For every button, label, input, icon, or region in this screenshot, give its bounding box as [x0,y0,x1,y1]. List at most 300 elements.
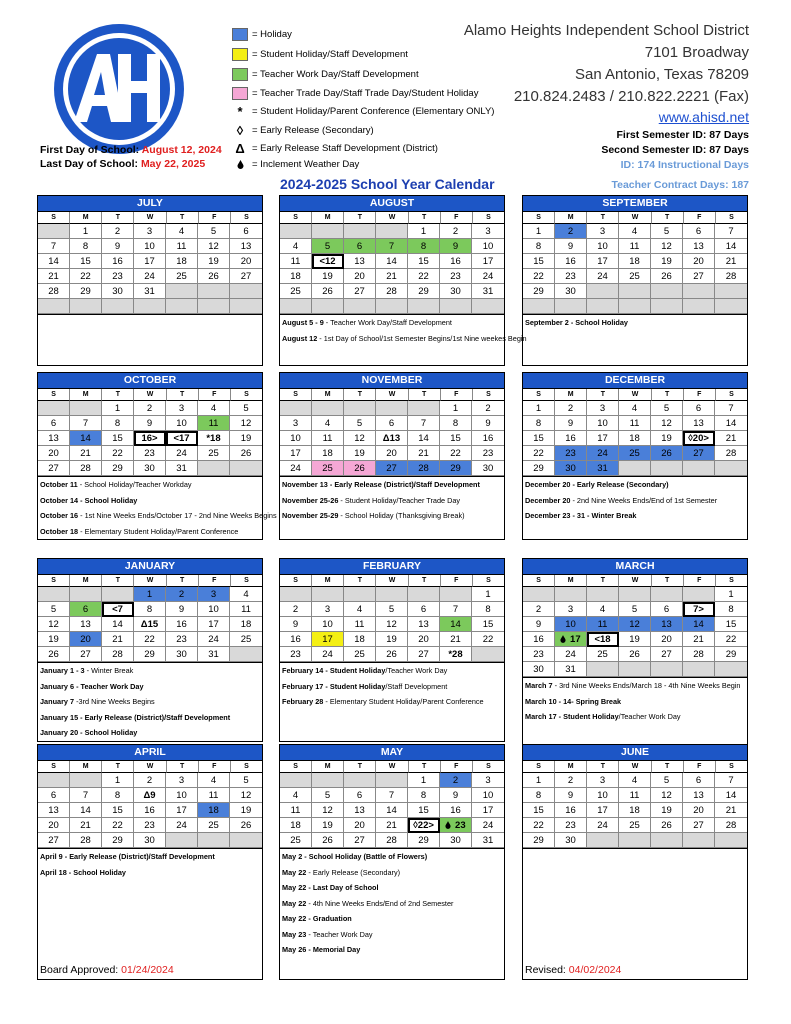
day-cell: 20 [408,632,440,647]
week-row [523,773,747,788]
note-line: December 23 - 31 - Winter Break [525,511,637,520]
day-cell: 10 [472,239,504,254]
day-cell: 19 [230,431,262,446]
day-cell: 11 [198,788,230,803]
week-row [38,632,262,647]
day-cell: 7 [715,224,747,239]
board-approved: Board Approved: 01/24/2024 [40,964,174,976]
day-cell: 2 [166,587,198,602]
month-notes [37,663,263,742]
day-cell: 14 [440,617,472,632]
day-cell: 10 [134,239,166,254]
day-cell: 23 [102,269,134,284]
legend-holiday: = Holiday [232,26,292,42]
day-cell: 14 [715,788,747,803]
note-line: May 22 - Last Day of School [282,883,379,892]
week-row [523,632,747,647]
weekday-label: W [376,575,408,587]
empty-day-cell [230,299,262,314]
day-cell: 5 [619,602,651,617]
week-row [280,461,504,476]
day-cell: 21 [70,818,102,833]
weekday-label: T [102,212,134,224]
day-cell: 23 [134,446,166,461]
weekday-label: W [619,212,651,224]
day-cell: 6 [651,602,683,617]
day-cell: 23 [134,818,166,833]
day-cell: 5 [312,788,344,803]
empty-day-cell [344,587,376,602]
day-cell: 30 [166,647,198,662]
week-row [280,803,504,818]
weekday-label: T [652,212,684,224]
teacher-contract-days: Teacher Contract Days: 187 [611,179,749,191]
day-cell: <18 [587,632,619,647]
day-cell: 24 [280,461,312,476]
day-cell: 24 [587,446,619,461]
day-cell: 18 [619,254,651,269]
day-cell: 19 [344,446,376,461]
day-cell: 22 [523,446,555,461]
day-cell: 22 [408,269,440,284]
week-row [523,602,747,617]
day-cell: 26 [230,818,262,833]
month-title: SEPTEMBER [523,196,747,212]
day-cell: 6 [683,224,715,239]
day-cell: 5 [230,773,262,788]
day-cell: 28 [408,461,440,476]
day-cell: 16 [555,254,587,269]
note-line: November 25-29 - School Holiday (Thanksgiving Break) [282,511,465,520]
day-cell: 24 [198,632,230,647]
day-cell: 26 [651,818,683,833]
day-cell: 20 [70,632,102,647]
weekday-label: W [376,761,408,773]
day-cell: 26 [38,647,70,662]
diamond-icon: ◊ [236,122,244,138]
day-cell: 1 [102,401,134,416]
weekday-label: T [167,575,199,587]
day-cell: 3 [312,602,344,617]
day-cell: 13 [408,617,440,632]
day-cell: 16 [166,617,198,632]
note-line: November 13 - Early Release (District)/Staff Development [282,480,480,489]
day-cell: <7 [102,602,134,617]
day-cell: 30 [102,284,134,299]
day-cell: 23 [166,632,198,647]
day-cell: 29 [408,833,440,848]
empty-day-cell [38,224,70,239]
day-cell: 6 [344,788,376,803]
empty-day-cell [344,401,376,416]
week-row [523,587,747,602]
week-row [523,299,747,314]
day-cell: 11 [280,803,312,818]
day-cell: 14 [102,617,134,632]
weekday-label: M [70,575,102,587]
empty-day-cell [38,401,70,416]
day-cell: 29 [102,833,134,848]
week-row [280,269,504,284]
day-cell: 19 [376,632,408,647]
month-grid [279,744,505,849]
day-cell: 10 [198,602,230,617]
day-cell: 31 [472,284,504,299]
weekday-label: F [199,575,231,587]
day-cell: 2 [472,401,504,416]
trade-day-swatch [232,87,248,100]
day-cell: 8 [102,788,134,803]
day-cell: 12 [651,788,683,803]
week-row [38,239,262,254]
week-row [280,833,504,848]
weekday-header [38,575,262,587]
day-cell: 11 [619,788,651,803]
day-cell: 22 [102,818,134,833]
day-cell-inclement-weather: 23 [440,818,472,833]
day-cell: 1 [440,401,472,416]
day-cell: 19 [651,254,683,269]
day-cell: 17 [280,446,312,461]
weekday-label: F [684,761,716,773]
month-july [37,195,263,366]
empty-day-cell [230,284,262,299]
weekday-label: W [619,575,651,587]
day-cell: 4 [312,416,344,431]
empty-day-cell [312,773,344,788]
weekday-label: T [344,575,376,587]
day-cell: 23 [555,269,587,284]
day-cell: 6 [70,602,102,617]
day-cell: 21 [440,632,472,647]
day-cell: 10 [280,431,312,446]
weekday-label: T [409,761,441,773]
week-row [523,818,747,833]
weekday-label: T [652,761,684,773]
day-cell: 30 [472,461,504,476]
day-cell: 16 [472,431,504,446]
weekday-header [38,212,262,224]
week-row [38,461,262,476]
day-cell: 28 [715,818,747,833]
day-cell: 15 [408,803,440,818]
day-cell: 2 [555,401,587,416]
weekday-label: F [441,212,473,224]
note-line: December 20 - Early Release (Secondary) [525,480,669,489]
empty-day-cell [70,587,102,602]
day-cell: 25 [230,632,262,647]
weekday-header [38,761,262,773]
day-cell: 3 [555,602,587,617]
note-line: December 20 - 2nd Nine Weeks Ends/End of 1st Semester [525,495,718,505]
note-line: October 14 - School Holiday [40,495,138,505]
instructional-days: ID: 174 Instructional Days [620,159,749,171]
weekday-label: T [344,212,376,224]
day-cell: 20 [38,818,70,833]
empty-day-cell [376,587,408,602]
day-cell: 28 [376,833,408,848]
weekday-label: W [376,212,408,224]
empty-day-cell [683,662,715,677]
day-cell: 10 [166,788,198,803]
weekday-label: W [376,389,408,401]
day-cell: 10 [555,617,587,632]
week-row [280,773,504,788]
day-cell: 18 [280,818,312,833]
month-october [37,372,277,540]
day-cell: 5 [38,602,70,617]
day-cell: 14 [70,803,102,818]
day-cell: 26 [376,647,408,662]
day-cell: 15 [70,254,102,269]
month-notes [279,663,505,742]
month-may [279,744,505,980]
day-cell: 17 [587,803,619,818]
day-cell: 3 [280,416,312,431]
month-notes [279,315,527,366]
day-cell: 17 [198,617,230,632]
empty-day-cell [38,773,70,788]
day-cell: 2 [555,773,587,788]
empty-day-cell [587,833,619,848]
day-cell: 24 [472,818,504,833]
week-row [38,803,262,818]
day-cell: 28 [38,284,70,299]
month-notes [37,849,263,980]
day-cell: 20 [38,446,70,461]
week-row [280,284,504,299]
weekday-label: S [231,212,262,224]
empty-day-cell [70,299,102,314]
month-title: MARCH [523,559,747,575]
week-row [523,788,747,803]
revised-date: Revised: 04/02/2024 [525,964,622,976]
weekday-header [280,761,504,773]
day-cell: 11 [312,431,344,446]
month-grid [279,372,505,477]
day-cell: 21 [715,803,747,818]
day-cell: 6 [683,773,715,788]
day-cell: 4 [280,239,312,254]
weekday-header [523,761,747,773]
note-line: August 5 - 9 - Teacher Work Day/Staff Development [282,318,452,327]
day-cell: 29 [70,284,102,299]
day-cell: <17 [166,431,198,446]
weekday-label: S [38,575,70,587]
week-row [280,818,504,833]
empty-day-cell [280,299,312,314]
day-cell: 4 [166,224,198,239]
day-cell: 21 [102,632,134,647]
weekday-label: S [473,212,504,224]
day-cell: 11 [230,602,262,617]
day-cell: 28 [683,647,715,662]
note-line: February 17 - Student Holiday/Staff Development [282,681,448,691]
day-cell: 19 [312,269,344,284]
note-line: March 7 - 3rd Nine Weeks Ends/March 18 - 4th Nine Weeks Begin [525,681,741,690]
note-line: April 9 - Early Release (District)/Staff Development [40,852,215,861]
page-title: 2024-2025 School Year Calendar [280,176,495,192]
empty-day-cell [715,284,747,299]
week-row [38,602,262,617]
weekday-label: S [523,575,555,587]
day-cell: 12 [376,617,408,632]
day-cell: 6 [38,788,70,803]
weekday-label: T [409,212,441,224]
weekday-label: T [344,389,376,401]
empty-day-cell [651,461,683,476]
day-cell: 27 [376,461,408,476]
ahisd-logo [52,22,186,156]
delta-icon: Δ [235,140,245,156]
day-cell: 14 [683,617,715,632]
day-cell: 6 [230,224,262,239]
day-cell: 25 [198,446,230,461]
day-cell: 13 [683,239,715,254]
day-cell: 18 [230,617,262,632]
weekday-label: M [70,761,102,773]
day-cell: 29 [523,833,555,848]
day-cell: 16 [280,632,312,647]
month-march [522,558,748,757]
day-cell: 7 [715,773,747,788]
day-cell: 11 [587,617,619,632]
weekday-label: S [38,761,70,773]
empty-day-cell [472,647,504,662]
note-line: August 12 - 1st Day of School/1st Semester Begins/1st Nine weekes Begin [282,333,527,343]
day-cell: 25 [198,818,230,833]
day-cell: 9 [523,617,555,632]
day-cell: 13 [344,803,376,818]
day-cell: 16> [134,431,166,446]
day-cell: 28 [70,461,102,476]
empty-day-cell [440,299,472,314]
day-cell: 11 [619,416,651,431]
day-cell: 25 [344,647,376,662]
empty-day-cell [376,773,408,788]
weekday-label: S [231,389,262,401]
day-cell: 13 [683,788,715,803]
district-website-link[interactable]: www.ahisd.net [658,109,749,125]
day-cell: 18 [312,446,344,461]
day-cell: 25 [619,269,651,284]
weekday-label: S [231,761,262,773]
week-row [38,617,262,632]
student-holiday-swatch [232,48,248,61]
note-line: September 2 - School Holiday [525,318,628,327]
empty-day-cell [102,587,134,602]
week-row [280,446,504,461]
week-row [523,239,747,254]
day-cell: 8 [408,239,440,254]
empty-day-cell [166,284,198,299]
day-cell: 27 [230,269,262,284]
weekday-label: S [280,389,312,401]
empty-day-cell [312,587,344,602]
day-cell: 19 [312,818,344,833]
note-line: January 7 -3rd Nine Weeks Begins [40,697,155,706]
day-cell: 18 [619,431,651,446]
day-cell: 16 [523,632,555,647]
empty-day-cell [198,284,230,299]
day-cell: 23 [555,446,587,461]
day-cell: 26 [198,269,230,284]
weekday-header [523,389,747,401]
day-cell: 25 [587,647,619,662]
day-cell: 14 [408,431,440,446]
empty-day-cell [715,662,747,677]
weekday-label: S [473,761,504,773]
weekday-label: S [280,212,312,224]
empty-day-cell [230,833,262,848]
weekday-label: T [587,575,619,587]
day-cell: 20 [344,818,376,833]
asterisk-icon: * [237,103,243,119]
empty-day-cell [312,224,344,239]
day-cell: 26 [312,833,344,848]
empty-day-cell [683,587,715,602]
day-cell: 3 [472,773,504,788]
day-cell: 18 [619,803,651,818]
day-cell: 9 [472,416,504,431]
empty-day-cell [555,587,587,602]
empty-day-cell [408,299,440,314]
day-cell: 3 [472,224,504,239]
day-cell: 12 [230,788,262,803]
weekday-label: F [684,575,716,587]
month-title: AUGUST [280,196,504,212]
month-april [37,744,263,980]
day-cell: 15 [523,803,555,818]
weekday-label: S [716,761,747,773]
note-line: January 15 - Early Release (District)/Staff Development [40,712,231,722]
day-cell: 2 [280,602,312,617]
empty-day-cell [344,224,376,239]
day-cell: 1 [134,587,166,602]
weekday-header [523,212,747,224]
day-cell: 16 [440,803,472,818]
day-cell: *18 [198,431,230,446]
day-cell: 5 [651,401,683,416]
day-cell: 14 [38,254,70,269]
day-cell: 20 [683,803,715,818]
day-cell: 26 [312,284,344,299]
empty-day-cell [651,662,683,677]
weekday-label: T [102,575,134,587]
week-row [38,788,262,803]
empty-day-cell [134,299,166,314]
day-cell: 17 [472,254,504,269]
day-cell: 21 [70,446,102,461]
empty-day-cell [587,284,619,299]
week-row [280,431,504,446]
weekday-label: T [167,761,199,773]
day-cell: 8 [102,416,134,431]
day-cell: 27 [344,833,376,848]
day-cell: 29 [134,647,166,662]
day-cell: 13 [230,239,262,254]
day-cell: 13 [70,617,102,632]
day-cell: <12 [312,254,344,269]
empty-day-cell [230,647,262,662]
day-cell: 8 [523,416,555,431]
empty-day-cell [683,461,715,476]
weekday-label: W [619,761,651,773]
district-name: Alamo Heights Independent School District [463,22,749,39]
month-grid [522,744,748,849]
weekday-label: M [555,389,587,401]
day-cell: 12 [344,431,376,446]
